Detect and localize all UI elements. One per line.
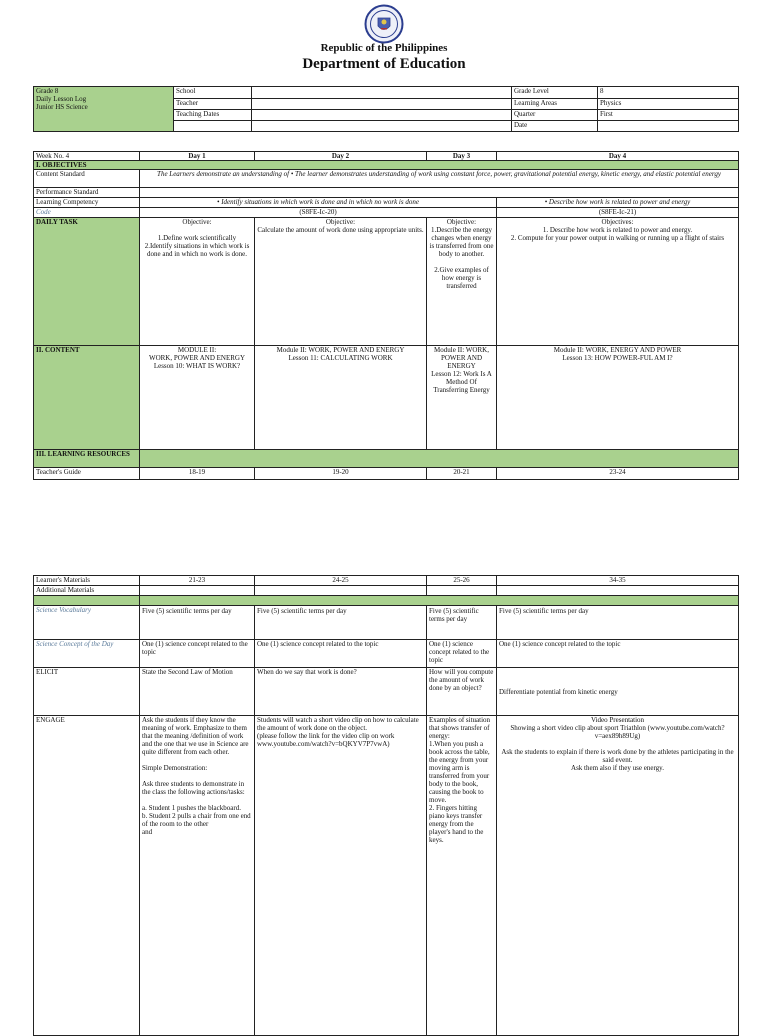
- day1-header: Day 1: [140, 152, 255, 161]
- lm-day2: 24-25: [255, 576, 427, 586]
- dates-label: Teaching Dates: [174, 110, 252, 121]
- sv-day1: Five (5) scientific terms per day: [140, 606, 255, 640]
- engage-day4: Video Presentation Showing a short video clip about sport Triathlon (www.youtube.com/watch?v=aex89h89Ug) Ask the students to explain if there is work done by the athletes participating in the said event. Ask them also if they use energy.: [497, 716, 739, 1036]
- lm-day3: 25-26: [427, 576, 497, 586]
- science-concept-label: Science Concept of the Day: [34, 640, 140, 668]
- tg-day2: 19-20: [255, 468, 427, 480]
- grade-level-value: 8: [598, 87, 739, 99]
- quarter-label: Quarter: [512, 110, 598, 121]
- date-value: [598, 121, 739, 132]
- content-day1: MODULE II: WORK, POWER AND ENERGY Lesson 10: WHAT IS WORK?: [140, 346, 255, 450]
- content-day4: Module II: WORK, ENERGY AND POWER Lesson 13: HOW POWER-FUL AM I?: [497, 346, 739, 450]
- sc-day4: One (1) science concept related to the topic: [497, 640, 739, 668]
- elicit-day1: State the Second Law of Motion: [140, 668, 255, 716]
- department-heading: Department of Education: [302, 56, 466, 72]
- code-right: (S8FE-Ic-21): [497, 208, 739, 218]
- code-left: (S8FE-Ic-20): [140, 208, 497, 218]
- day3-header: Day 3: [427, 152, 497, 161]
- school-label: School: [174, 87, 252, 99]
- tg-day4: 23-24: [497, 468, 739, 480]
- content-label: II. CONTENT: [34, 346, 140, 450]
- school-value: [252, 87, 512, 99]
- elicit-day4: Differentiate potential from kinetic energy: [497, 668, 739, 716]
- republic-heading: Republic of the Philippines: [320, 42, 448, 54]
- elicit-day2: When do we say that work is done?: [255, 668, 427, 716]
- deped-seal-logo: [364, 4, 404, 44]
- engage-day3: Examples of situation that shows transfer of energy: 1.When you push a book across the table, the energy from your moving arm is transferred from your body to the book, causing the book to move. 2. Fingers hitting piano keys transfer energy from the player's hand to the keys.: [427, 716, 497, 1036]
- sc-day1: One (1) science concept related to the topic: [140, 640, 255, 668]
- day4-header: Day 4: [497, 152, 739, 161]
- teacher-label: Teacher: [174, 99, 252, 110]
- lm-day4: 34-35: [497, 576, 739, 586]
- tg-day1: 18-19: [140, 468, 255, 480]
- sc-day3: One (1) science concept related to the topic: [427, 640, 497, 668]
- info-table: [33, 86, 739, 132]
- learning-resources-label: III. LEARNING RESOURCES: [34, 450, 140, 468]
- learning-competency-label: Learning Competency: [34, 198, 140, 208]
- daily-task-day3: Objective: 1.Describe the energy changes when energy is transferred from one body to another. 2.Give examples of how energy is transferred: [427, 218, 497, 346]
- engage-day1: Ask the students if they know the meaning of work. Emphasize to them that the meaning /definition of work and the one that we use in Science are quite different from each other. Simple Demonstration: Ask three students to demonstrate in the class the following actions/tasks: a. Student 1 pushes the blackboard. b. Student 2 pulls a chair from one end of the room to the other and: [140, 716, 255, 1036]
- lesson-table-2: [33, 575, 739, 1036]
- additional-materials-label: Additional Materials: [34, 586, 140, 596]
- learning-competency-right: • Describe how work is related to power and energy: [497, 198, 739, 208]
- daily-task-label: DAILY TASK: [34, 218, 140, 346]
- tg-day3: 20-21: [427, 468, 497, 480]
- learners-materials-label: Learner's Materials: [34, 576, 140, 586]
- engage-day2: Students will watch a short video clip on how to calculate the amount of work done on the object. (please follow the link for the video clip on work www.youtube.com/watch?v=bQKYV7P7vwA): [255, 716, 427, 1036]
- content-day3: Module II: WORK, POWER AND ENERGY Lesson 12: Work Is A Method Of Transferring Energy: [427, 346, 497, 450]
- grade-level-label: Grade Level: [512, 87, 598, 99]
- content-standard-text: The Learners demonstrate an understanding of • The learner demonstrates understanding of work using constant force, power, gravitational potential energy, kinetic energy, and elastic potential energy: [140, 170, 739, 188]
- science-vocabulary-label: Science Vocabulary: [34, 606, 140, 640]
- day2-header: Day 2: [255, 152, 427, 161]
- daily-task-day4: Objectives: 1. Describe how work is related to power and energy. 2. Compute for your power output in walking or running up a flight of stairs: [497, 218, 739, 346]
- log-line: Daily Lesson Log: [36, 95, 87, 103]
- sv-day2: Five (5) scientific terms per day: [255, 606, 427, 640]
- lm-day1: 21-23: [140, 576, 255, 586]
- objectives-heading: I. OBJECTIVES: [34, 161, 739, 170]
- elicit-label: ELICIT: [34, 668, 140, 716]
- learning-areas-label: Learning Areas: [512, 99, 598, 110]
- elicit-day3: How will you compute the amount of work done by an object?: [427, 668, 497, 716]
- daily-task-day1: Objective: 1.Define work scientifically 2.Identify situations in which work is done and in which no work is done.: [140, 218, 255, 346]
- quarter-value: First: [598, 110, 739, 121]
- sv-day4: Five (5) scientific terms per day: [497, 606, 739, 640]
- grade-line: Grade 8: [36, 87, 59, 95]
- content-day2: Module II: WORK, POWER AND ENERGY Lesson 11: CALCULATING WORK: [255, 346, 427, 450]
- learning-areas-value: Physics: [598, 99, 739, 110]
- engage-label: ENGAGE: [34, 716, 140, 1036]
- jhs-line: Junior HS Science: [36, 103, 88, 111]
- learning-competency-left: • Identify situations in which work is done and in which no work is done: [140, 198, 497, 208]
- performance-standard-label: Performance Standard: [34, 188, 140, 198]
- teacher-value: [252, 99, 512, 110]
- sv-day3: Five (5) scientific terms per day: [427, 606, 497, 640]
- teachers-guide-label: Teacher's Guide: [34, 468, 140, 480]
- dates-value: [252, 110, 512, 121]
- daily-task-day2: Objective: Calculate the amount of work done using appropriate units.: [255, 218, 427, 346]
- sc-day2: One (1) science concept related to the topic: [255, 640, 427, 668]
- code-label: Code: [34, 208, 140, 218]
- content-standard-label: Content Standard: [34, 170, 140, 188]
- lesson-table-1: [33, 151, 739, 480]
- week-label: Week No. 4: [34, 152, 140, 161]
- date-label: Date: [512, 121, 598, 132]
